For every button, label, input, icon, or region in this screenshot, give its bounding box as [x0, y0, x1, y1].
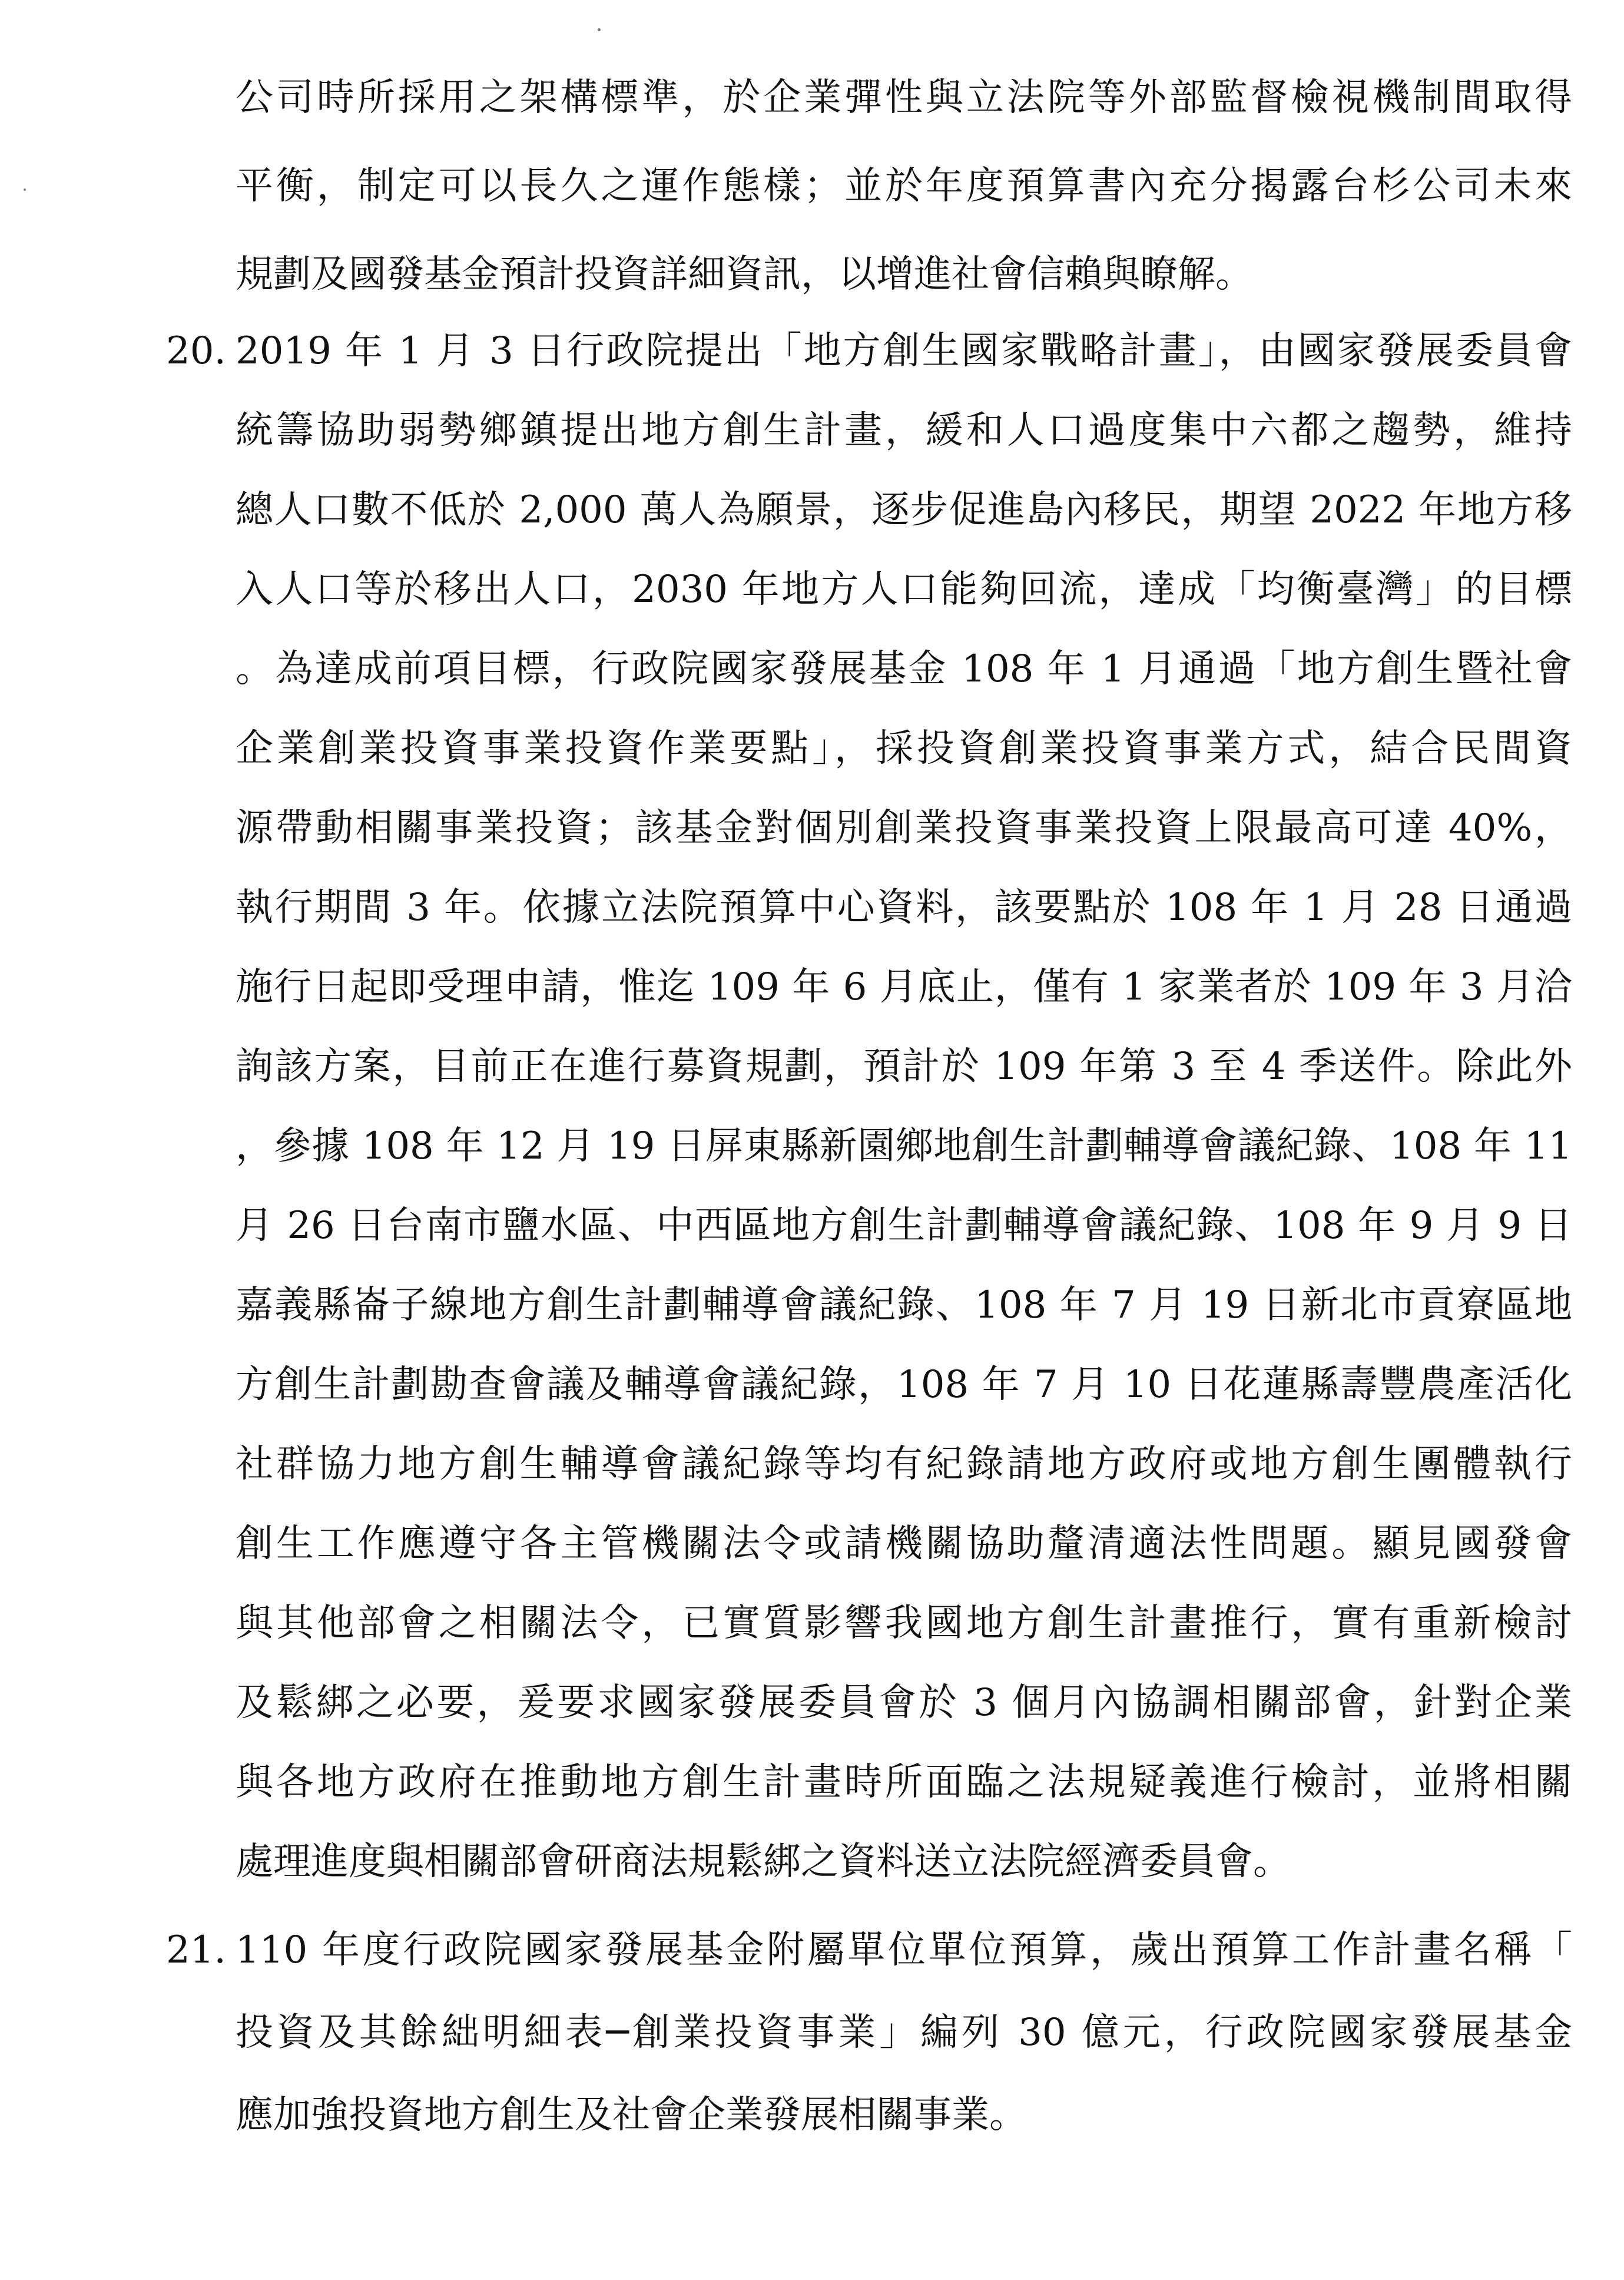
paragraph-20-line-10: 詢該方案，目前正在進行募資規劃，預計於 109 年第 3 至 4 季送件。除此外: [236, 1045, 1572, 1088]
paragraph-20-number: 20.: [166, 329, 226, 373]
paragraph-20-line-14: 方創生計劃勘查會議及輔導會議紀錄，108 年 7 月 10 日花蓮縣壽豐農產活化: [236, 1363, 1572, 1407]
paragraph-21-line-2: 投資及其餘絀明細表─創業投資事業」編列 30 億元，行政院國家發展基金: [236, 2011, 1572, 2054]
paragraph-20-line-3: 總人口數不低於 2,000 萬人為願景，逐步促進島內移民，期望 2022 年地方移: [236, 488, 1572, 532]
paragraph-21-line-3: 應加強投資地方創生及社會企業發展相關事業。: [236, 2093, 1027, 2137]
paragraph-20-line-4: 入人口等於移出人口，2030 年地方人口能夠回流，達成「均衡臺灣」的目標: [236, 568, 1572, 611]
paragraph-20-line-16: 創生工作應遵守各主管機關法令或請機關協助釐清適法性問題。顯見國發會: [236, 1522, 1572, 1566]
scan-speck: [598, 28, 601, 31]
paragraph-20-line-8: 執行期間 3 年。依據立法院預算中心資料，該要點於 108 年 1 月 28 日通過: [236, 886, 1572, 929]
paragraph-20-line-17: 與其他部會之相關法令，已實質影響我國地方創生計畫推行，實有重新檢討: [236, 1601, 1572, 1645]
paragraph-20-line-15: 社群協力地方創生輔導會議紀錄等均有紀錄請地方政府或地方創生團體執行: [236, 1442, 1572, 1486]
paragraph-20-line-12: 月 26 日台南市鹽水區、中西區地方創生計劃輔導會議紀錄、108 年 9 月 9 日: [236, 1204, 1572, 1247]
paragraph-20-line-9: 施行日起即受理申請，惟迄 109 年 6 月底止，僅有 1 家業者於 109 年 3 月洽: [236, 965, 1572, 1009]
paragraph-20-line-1: 2019 年 1 月 3 日行政院提出「地方創生國家戰略計畫」，由國家發展委員會: [236, 329, 1572, 373]
paragraph-20-line-20: 處理進度與相關部會研商法規鬆綁之資料送立法院經濟委員會。: [236, 1840, 1291, 1884]
paragraph-21-number: 21.: [166, 1928, 226, 1972]
paragraph-20-line-7: 源帶動相關事業投資；該基金對個別創業投資事業投資上限最高可達 40%，: [236, 806, 1572, 850]
paragraph-20-line-19: 與各地方政府在推動地方創生計畫時所面臨之法規疑義進行檢討，並將相關: [236, 1761, 1572, 1804]
paragraph-20-line-6: 企業創業投資事業投資作業要點」，採投資創業投資事業方式，結合民間資: [236, 727, 1572, 770]
paragraph-19-line-3: 規劃及國發基金預計投資詳細資訊，以增進社會信賴與瞭解。: [236, 253, 1253, 296]
scan-speck: [24, 188, 26, 191]
paragraph-19-line-1: 公司時所採用之架構標準，於企業彈性與立法院等外部監督檢視機制間取得: [236, 76, 1572, 120]
paragraph-20-line-5: 。為達成前項目標，行政院國家發展基金 108 年 1 月通過「地方創生暨社會: [236, 647, 1572, 691]
paragraph-21-line-1: 110 年度行政院國家發展基金附屬單位單位預算，歲出預算工作計畫名稱「: [236, 1928, 1572, 1972]
paragraph-20-line-2: 統籌協助弱勢鄉鎮提出地方創生計畫，緩和人口過度集中六都之趨勢，維持: [236, 409, 1572, 452]
paragraph-19-line-2: 平衡，制定可以長久之運作態樣；並於年度預算書內充分揭露台杉公司未來: [236, 164, 1572, 208]
paragraph-20-line-11: ，參據 108 年 12 月 19 日屏東縣新園鄉地創生計劃輔導會議紀錄、108 年 11: [236, 1124, 1572, 1168]
paragraph-20-line-18: 及鬆綁之必要，爰要求國家發展委員會於 3 個月內協調相關部會，針對企業: [236, 1681, 1572, 1725]
paragraph-20-line-13: 嘉義縣崙子線地方創生計劃輔導會議紀錄、108 年 7 月 19 日新北市貢寮區地: [236, 1283, 1572, 1327]
